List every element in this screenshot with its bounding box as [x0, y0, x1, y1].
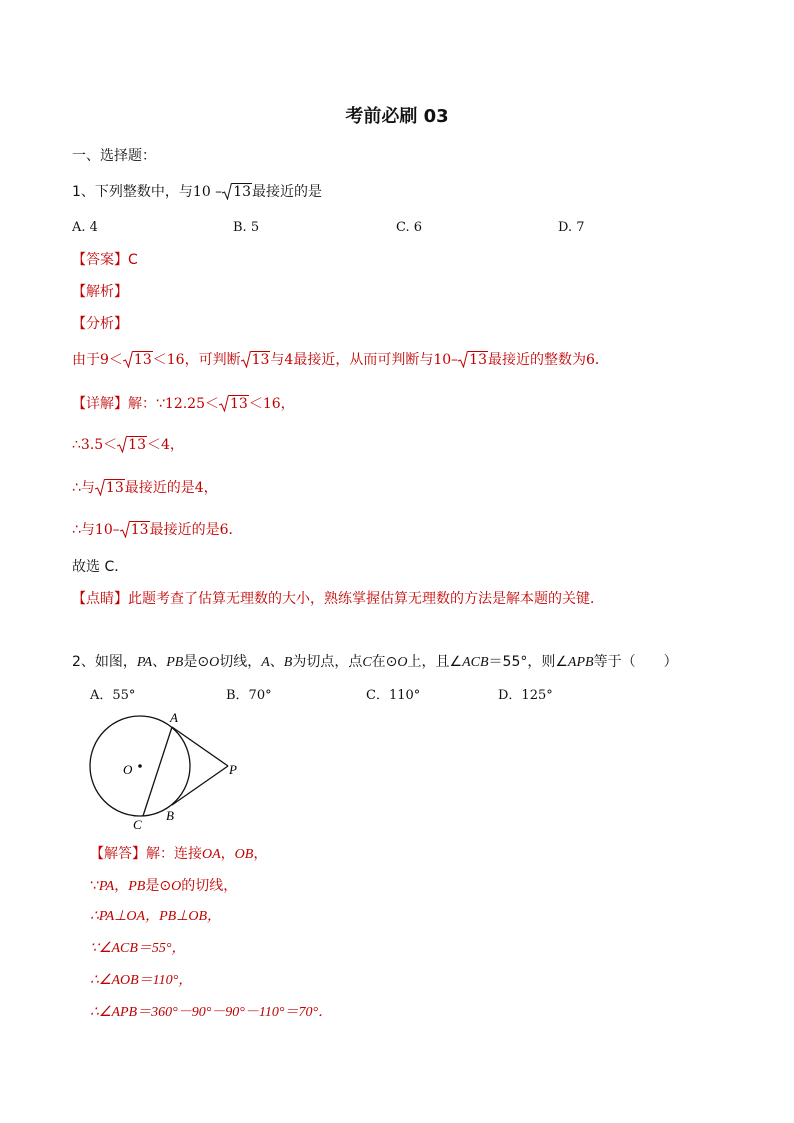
q1-stem	[72, 182, 322, 202]
s2-2: ，	[114, 878, 129, 894]
q1-expr-pre: 10 –	[192, 184, 223, 200]
fenxi-c: ＜16，可判断	[152, 352, 241, 368]
label-o: O	[123, 762, 133, 777]
s2-1: PA	[98, 879, 115, 894]
fenxi-text	[72, 350, 609, 370]
sqrt-13	[120, 520, 150, 540]
q2-stem-17: APB	[567, 655, 594, 670]
q1-option-b: B. 5	[233, 220, 260, 235]
step3-b: 最接近的是	[124, 480, 195, 496]
radical-sign-icon	[95, 479, 105, 496]
q2-option-b: B．70°	[226, 688, 272, 703]
q2-stem-18: 等于（ ）	[593, 654, 678, 670]
comment-line	[72, 589, 604, 609]
sol-b: OA	[202, 847, 221, 862]
q2-stem-6: 切线，	[219, 654, 262, 670]
radical-sign-icon	[241, 351, 251, 368]
fenxi-h: 最接近的整数为	[487, 352, 586, 368]
sol-tag: 【解答】	[90, 846, 146, 862]
analysis-tag: 【解析】	[72, 284, 128, 300]
fenxi-f: 最接近，从而可判断与	[293, 352, 434, 368]
sqrt-13	[241, 350, 271, 370]
radical-sign-icon	[219, 395, 229, 412]
radical-sign-icon	[117, 436, 127, 453]
step3-c: 4，	[194, 480, 218, 496]
q2-stem-9: B	[283, 655, 293, 670]
sqrt-13	[222, 182, 252, 202]
sol-e: ，	[253, 846, 268, 862]
q2-option-c: C．110°	[366, 688, 421, 703]
q2-solution-line-4: ∵∠ACB＝55°，	[90, 941, 186, 956]
radicand: 13	[105, 480, 124, 496]
q2-stem-8: 、	[269, 654, 284, 670]
q2-stem-13: O	[397, 655, 408, 670]
s2-3: PB	[128, 879, 146, 894]
fenxi-tag: 【分析】	[72, 316, 128, 332]
q2-stem-10: 为切点，点	[292, 654, 363, 670]
q2-stem-14: 上，且∠	[407, 654, 463, 670]
radicand: 13	[233, 184, 252, 200]
q2-stem	[72, 652, 678, 673]
q2-stem-7: A	[261, 655, 270, 670]
comment-text: 此题考查了估算无理数的大小，熟练掌握估算无理数的方法是解本题的关键．	[128, 591, 604, 607]
radicand: 13	[130, 522, 149, 538]
q2-stem-1: PA	[136, 655, 153, 670]
s2-0: ∵	[90, 878, 99, 894]
q1-answer	[72, 250, 138, 270]
choose-line: 故选 C．	[72, 559, 129, 575]
detail-a: 解：∵	[128, 396, 165, 412]
q2-stem-5: O	[209, 655, 220, 670]
comment-tag: 【点睛】	[72, 591, 128, 607]
step4-a: ∴与	[72, 522, 95, 538]
radicand: 13	[469, 352, 487, 368]
radicand: 13	[133, 352, 152, 368]
step4-d: 6．	[219, 522, 243, 538]
tangent-pb	[172, 766, 228, 805]
tangent-pa	[172, 727, 228, 766]
radicand: 13	[128, 437, 146, 453]
q1-stem-pre: 1、下列整数中，与	[72, 184, 193, 200]
label-p: P	[229, 762, 237, 777]
fenxi-b: 9＜	[100, 352, 123, 368]
label-c: C	[133, 817, 142, 832]
q2-stem-12: 在⊙	[371, 654, 398, 670]
q2-solution-line-6: ∴∠APB＝360°－90°－90°－110°＝70°．	[90, 1005, 333, 1020]
radicand: 13	[251, 352, 270, 368]
q2-solution-line-3: ∴PA⊥OA，PB⊥OB，	[90, 909, 222, 924]
q1-option-c: C. 6	[396, 220, 423, 235]
sqrt-13	[95, 478, 125, 498]
q2-solution-line-1	[90, 844, 267, 865]
sqrt-13	[123, 350, 153, 370]
page-title: 考前必刷 03	[345, 106, 449, 127]
answer-tag: 【答案】	[72, 252, 128, 268]
detail-c: ＜16，	[248, 396, 295, 412]
q2-stem-15: ACB	[462, 655, 489, 670]
chord-ac	[143, 727, 172, 816]
q2-solution-line-5: ∴∠AOB＝110°，	[90, 973, 193, 988]
step3-a: ∴与	[72, 480, 95, 496]
q2-solution-line-2	[90, 876, 237, 897]
label-a: A	[170, 710, 178, 725]
q2-stem-16: ＝55°，则∠	[488, 654, 568, 670]
q1-option-a: A. 4	[72, 220, 98, 235]
fenxi-a: 由于	[72, 352, 100, 368]
step-4	[72, 520, 243, 540]
q2-stem-4: 是⊙	[183, 654, 210, 670]
fenxi-i: 6．	[585, 352, 609, 368]
sqrt-13	[117, 435, 147, 455]
sol-c: ，	[220, 846, 235, 862]
step2-b: ＜4，	[147, 437, 184, 453]
step-3	[72, 478, 218, 498]
q1-option-d: D. 7	[558, 220, 585, 235]
step4-c: 最接近的是	[149, 522, 220, 538]
center-dot-icon	[138, 764, 142, 768]
q2-stem-11: C	[362, 655, 372, 670]
step4-b: 10–	[94, 522, 120, 538]
radical-sign-icon	[458, 351, 468, 368]
q2-option-d: D．125°	[498, 688, 553, 703]
radical-sign-icon	[123, 351, 133, 368]
q1-stem-post: 最接近的是	[252, 184, 323, 200]
step-2	[72, 435, 184, 455]
detail-tag: 【详解】	[72, 396, 128, 412]
fenxi-g: 10–	[433, 352, 459, 368]
radical-sign-icon	[120, 521, 130, 538]
circle-tangent-figure	[86, 708, 256, 832]
radical-sign-icon	[222, 183, 232, 200]
sol-a: 解：连接	[146, 846, 202, 862]
q2-option-a: A．55°	[90, 688, 136, 703]
detail-b: 12.25＜	[164, 396, 220, 412]
radicand: 13	[230, 396, 248, 412]
s2-4: 是⊙	[145, 878, 172, 894]
section-heading: 一、选择题：	[72, 148, 156, 164]
q2-stem-0: 2、如图，	[72, 654, 137, 670]
detail-line	[72, 394, 295, 414]
fenxi-e: 4	[284, 352, 294, 368]
s2-5: O	[171, 879, 182, 894]
step2-a: ∴3.5＜	[72, 437, 118, 453]
sol-d: OB	[234, 847, 254, 862]
label-b: B	[166, 808, 174, 823]
sqrt-13	[458, 350, 488, 370]
q2-stem-3: PB	[166, 655, 184, 670]
sqrt-13	[219, 394, 249, 414]
fenxi-d: 与	[270, 352, 285, 368]
q2-stem-2: 、	[152, 654, 167, 670]
answer-value: C	[128, 252, 138, 268]
s2-6: 的切线，	[181, 878, 238, 894]
